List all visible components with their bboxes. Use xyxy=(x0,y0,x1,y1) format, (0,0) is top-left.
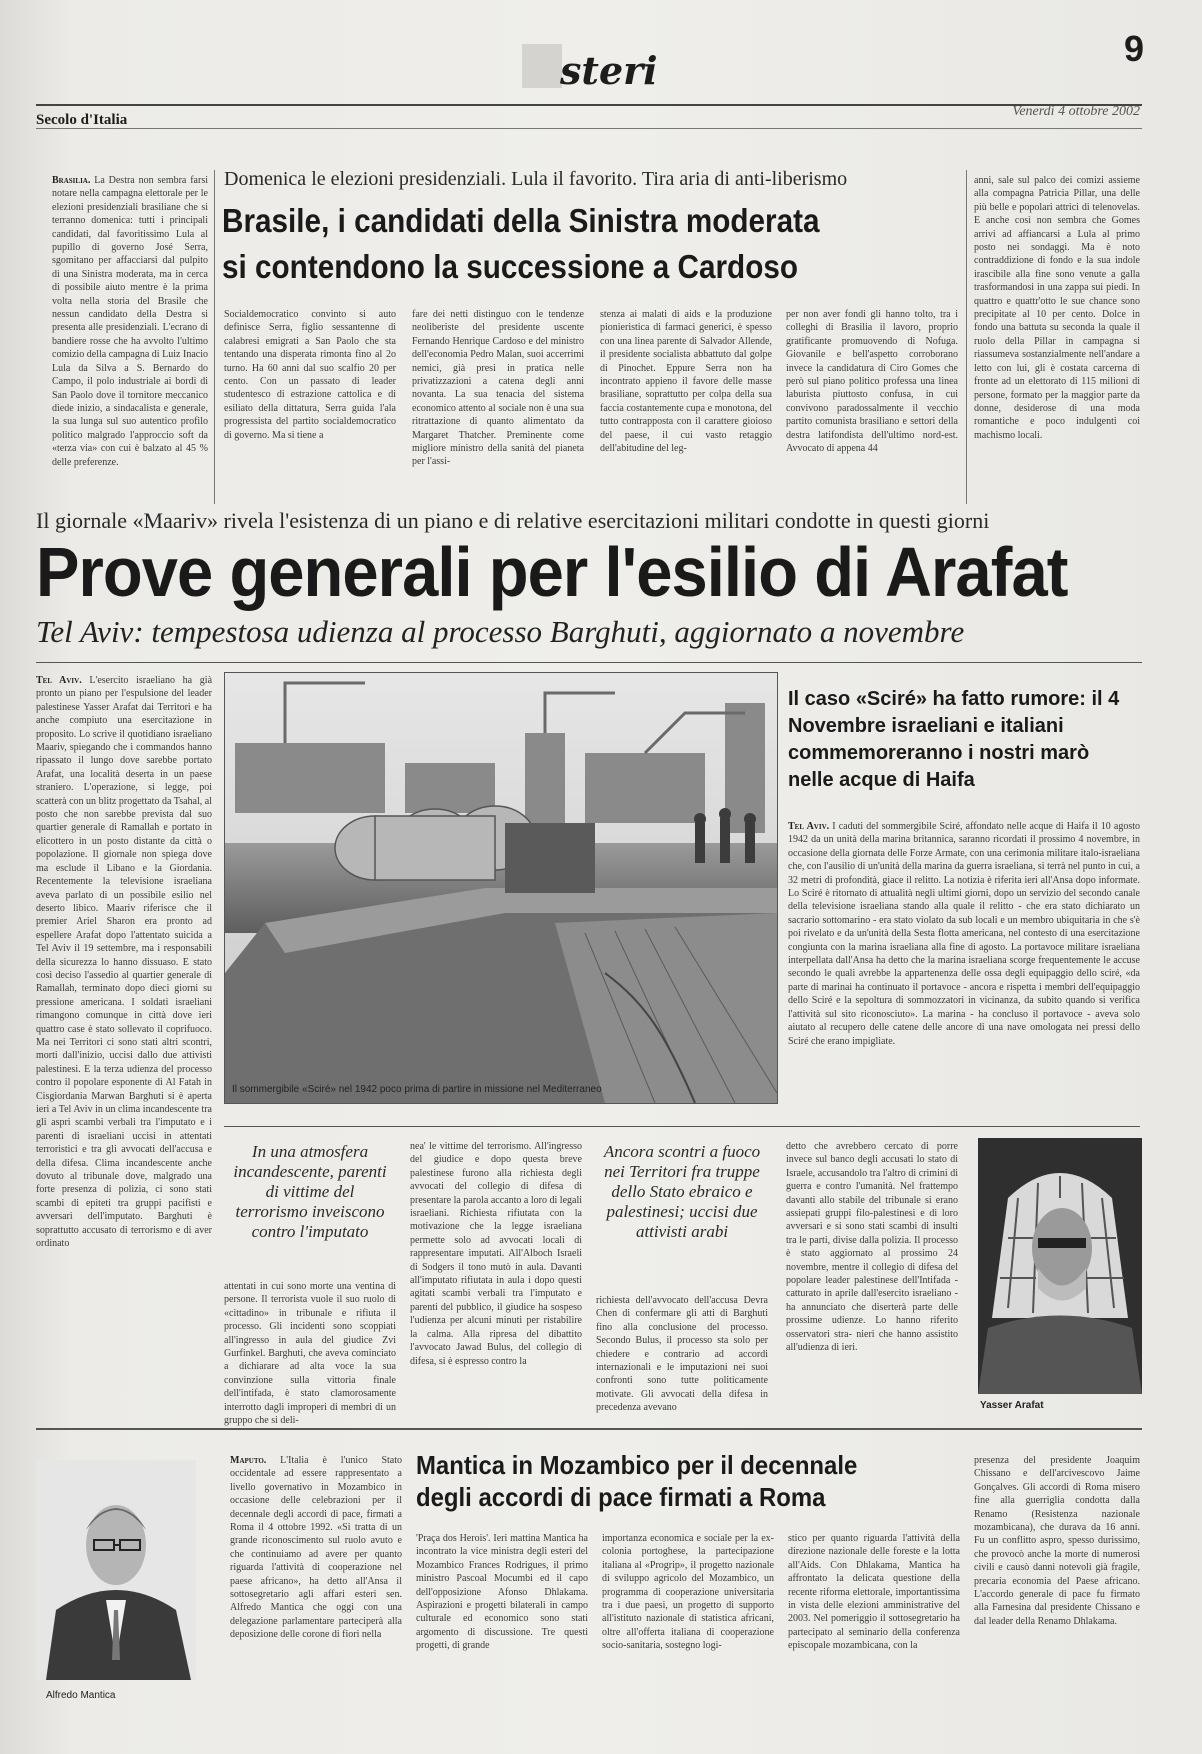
arafat-subheadline: Tel Aviv: tempestosa udienza al processo Barghuti, aggiornato a novembre xyxy=(36,614,965,649)
scire-dateline: Tel Aviv. xyxy=(788,821,830,832)
mozambico-column-2: 'Praça dos Herois'. Ieri mattina Mantica ha incontrato la vice ministra degli esteri del Mozambico Frances Rodrigues, il primo ministro Pascoal Mocumbi ed il capo dell'opposizione Afonso Dhlakama. Aspirazioni e progetti bilaterali in campo culturale ed economico sono stati argomento di discussione. Tre questi progetti, di grande xyxy=(416,1533,588,1652)
section-rule xyxy=(36,662,1142,663)
issue-date: Venerdì 4 ottobre 2002 xyxy=(1012,104,1140,119)
arafat-column-4: richiesta dell'avvocato dell'accusa Devra Chen di confermare gli atti di Barghuti fino alla conclusione del processo. Secondo Bulus, il processo sta solo per chiedere e contrario ad accordi internazionali e le imputazioni nei suoi confronti sono tutte politicamente motivate. Gli avvocati della difesa in precedenza avevano xyxy=(596,1295,768,1414)
brasile-kicker: Domenica le elezioni presidenziali. Lula il favorito. Tira aria di anti-liberismo xyxy=(224,168,848,190)
mozambico-headline-line1: Mantica in Mozambico per il decennale xyxy=(416,1450,858,1480)
section-initial-block xyxy=(522,44,562,88)
brasile-column-2: Socialdemocratico convinto si auto definisce Serra, figlio sessantenne di calabresi emigrati a San Paolo che sta tentando una disperata rimonta fino al 2o turno. Ha 60 anni dal suo scalfio 20 per cento. Con un passato di leader studentesco di estrazione cattolica e di esiliato della dittatura, Serra guida l'ala progressista del partito socialdemocratico di governo. Ma si tiene a xyxy=(224,309,396,441)
arafat-column-2: attentati in cui sono morte una ventina di persone. Il terrorista vuole il suo ruolo di «cittadino» in tribunale e rifiuta il processo. Gli incidenti sono scoppiati all'ingresso in aula del giudice Zvi Gurfinkel. Barghuti, che aveva cominciato a dichiarare ad alta voce la sua convinzione sulla vittoria finale dell'intifada, è stato clamorosamente interrotto dagli improperi di membri di un gruppo che si deli- xyxy=(224,1281,396,1427)
mozambico-headline xyxy=(416,1449,857,1513)
column-divider xyxy=(966,170,967,504)
brasile-lead: La Destra non sembra farsi notare nella campagna elettorale per le elezioni presidenziali brasiliane che si terranno domenica: tutti i principali candidati, dal favoritissimo Lula al pupillo di governo José Serra, sgomitano per affacciarsi dal pulpito di una Sinistra moderata, ma in cerca di possibile aiuto mentre è la prima volta nella storia del Brasile che nessun candidato della Destra si presenta alle presidenziali. L'ecrano di bandiere rosse che ha avvolto l'ultimo comizio della campagna di Luiz Inacio Lula da Silva a S. Bernardo do Campo, il polo industriale ai bordi di San Paolo dove il tornitore meccanico diede inizio, a sindacalista e generale, la sua lunga sul suo autentico profilo politico malgrado l'approccio soft da «terza via» con cui è balzato al 45 % delle preferenze. xyxy=(52,175,209,468)
brasile-column-5: per non aver fondi gli hanno tolto, tra i colleghi di Brasilia il lavoro, proprio gratificante promuovendo di Nofuga. Giovanile e bell'aspetto corroborano invece la candidatura di Ciro Gomes che però sul piano politico professa una linea laburista piuttosto confusa, in cui convivono paradossalmente il vecchio partito comunista brasiliano e settori della destra latifondista dell'ultimo nord-est. Avvocato di appena 44 xyxy=(786,309,958,455)
mantica-photo xyxy=(36,1460,196,1680)
mozambico-column-1 xyxy=(230,1454,402,1710)
mantica-photo-caption: Alfredo Mantica xyxy=(46,1690,116,1701)
mozambico-dateline: Maputo. xyxy=(230,1455,267,1466)
mozambico-headline-line2: degli accordi di pace firmati a Roma xyxy=(416,1482,826,1512)
arafat-column-1-text: L'esercito israeliano ha già pronto un piano per l'espulsione del leader palestinese Yasser Arafat dai Territori e ha anche compiuto una esercitazione in proposito. Lo scrive il quotidiano israeliano Maariv, spiegando che i commandos hanno ripassato il lungo dove sarebbe portato Arafat, una località deserta in un paese straniero. L'operazione, si legge, poi scatterà con un blitz progettato da Tsahal, al posto che non sarebbe prevista dal suo quartier generale di Ramallah e portato in elicottero in un posto distante da città o popolazione. Il giornale non spiega dove ma esclude il Libano e la Giordania. Recentemente la televisione israeliana aveva parlato di un possibile esilio nel deserto libico. Maariv riferisce che il premier Ariel Sharon era pronto ad espellere Arafat dopo l'attentato suicida a Tel Aviv il 19 settembre, ma i responsabili della sicurezza lo hanno dissuaso. E stato così deciso l'assedio al quartier generale di Ramallah, terminato dopo dieci giorni su pressione americana. I soldati israeliani rimangono comunque in città dove ieri quattro case è stato sollevato il coprifuoco. Ma nei Territori ci sono stati altri scontri, morti dall'inizio, uccisi dallo due attivisti palestinesi. E la terza udienza del processo contro il popolare esponente di Al Fatah in Cisgiordania Marwan Barghuti si è aperta ieri a Tel Aviv in un clima incandescente tra gli aspri scambi verbali tra l'imputato e i parenti di israeliani uccisi in attentati terroristici e tra gli avvocati dell'accusa e della difesa. Clima incandescente anche dovuto al tribunale dove, malgrado una forte presenza di polizia, ci sono stati scambi di epiteti tra gruppi pacifisti e avversari dell'imputato. Barghuti è soprattutto accusato di terrorismo e di aver ordinato xyxy=(36,675,213,1250)
submarine-photo-drawing xyxy=(225,673,777,1103)
arafat-dateline: Tel Aviv. xyxy=(36,675,82,686)
mantica-portrait-drawing xyxy=(36,1460,196,1680)
column-divider xyxy=(214,170,215,504)
arafat-photo xyxy=(978,1138,1142,1394)
section-rule xyxy=(224,1126,1140,1127)
submarine-photo-caption: Il sommergibile «Sciré» nel 1942 poco prima di partire in missione nel Mediterraneo xyxy=(232,1084,602,1095)
scire-body-text: I caduti del sommergibile Sciré, affondato nelle acque di Haifa il 10 agosto 1942 da un unità della marina britannica, saranno ricordati il prossimo 4 novembre, in occasione della giornata delle Forze Armate, con una cerimonia militare italo-israeliana che, con l'ausilio di un'unità della marina da guerra israeliana, si terrà nel punto in cui, a 32 metri di profondità, giace il relitto. La notizia è riferita ieri all'Ansa dopo informate. Lo Sciré è ritornato di attualità negli ultimi giorni, dopo un servizio del secondo canale della televisione israeliana stando alla quale il relitto - che era stato dichiarato un sacrario sottomarino - era stato violato da sub locali e un membro ubiquitaria in che s'è poi rivelato e da un'unità della Sesta flotta americana, nel contesto di una esercitazione congiunta con la marina israeliana alla fine di agosto. La portavoce militare israeliana interpellata dall'Ansa ha detto che la marina israeliana scorge frequentemente le accuse secondo le quali avrebbe la appartenenza delle ossa degli equipaggio dello sciré, «da parte di marinai ha continuato il portavoce - ancora e rispetta i membri dell'equipaggio dello Sciré e la sepoltura di sommozzatori in vicinanza, da subito quando si verifica l'attività sul sito riconosciuto». La marina - ha concluso il portavoce - aveva solo aiutato al recupero delle catene delle ancore di una nave omologata nei pressi dello Sciré che erano impigliate. xyxy=(788,821,1141,1047)
arafat-column-5: detto che avrebbero cercato di porre invece sul banco degli accusati lo stato di Israele, accusandolo tra l'altro di crimini di guerra e contro l'umanità. Nel frattempo davanti allo stabile del tribunale si erano assiepati gruppi filo-palestinesi e di loro avversari e si sono stati scambi di insulti tra le parti, divise dalla polizia. Il processo è stato aggiornato al prossimo 24 novembre, mentre il collegio di difesa del popolare leader palestinese dell'Intifada - catturato in aprile dall'esercito israeliano - ha annunciato che diserterà parte delle prossime udienze. Lo hanno riferito osservatori stra- nieri che hanno assistito all'udienza di ieri. xyxy=(786,1141,958,1354)
mozambico-column-5: presenza del presidente Joaquim Chissano e dell'arcivescovo Jaime Gonçalves. Gli accordi di Roma misero fine alla guerriglia condotta dalla Renamo (Resistenza nazionale mozambicana), che durava da 16 anni. Fu un conflitto aspro, spesso durissimo, che provocò anche la morte di numerosi civili e causò danni notevoli già fragile, precaria economia del Paese africano. L'accordo generale di pace fu firmato alla Farnesina dal presidente Chissano e dal leader della Renamo Dhlakama. xyxy=(974,1455,1140,1627)
section-title: steri xyxy=(560,48,658,93)
masthead-rule-bottom xyxy=(36,128,1142,129)
page-number: 9 xyxy=(1123,28,1144,69)
arafat-portrait-drawing xyxy=(978,1138,1142,1394)
brasile-column-3: fare dei netti distinguo con le tendenze neoliberiste del presidente uscente Fernando Henrique Cardoso e del ministro dell'economia Pedro Malan, suoi accerrimi nemici, già presi in pratica nelle privatizzazioni a catena degli anni novanta. La sua tenacia del sistema economico attento al sociale non è una sua ritrattazione di quanto alimentato da Margaret Thatcher. Preminente come migliore ministro della sanità del pianeta per l'assi- xyxy=(412,309,584,468)
brasile-dateline: Brasilia. xyxy=(52,175,91,186)
mozambico-column-4: stico per quanto riguarda l'attività della direzione nazionale delle foreste e la lotta all'Aids. Con Dhlakama, Mantica ha affrontato la delicata questione della recente riforma elettorale, importantissima in vista delle elezioni amministrative del 2003. Nel pomeriggio il sottosegretario ha partecipato al seminario della conferenza episcopale mozambicana, con la xyxy=(788,1533,960,1652)
brasile-column-4: stenza ai malati di aids e la produzione pionieristica di farmaci generici, è spesso con una linea parente di Salvador Allende, il presidente socialista abbattuto dal golpe di Pinochet. Eppure Serra non ha incontrato appieno il favore delle masse brasiliane, soprattutto per colpa della sua faccia costantemente cupa e monotona, del tutto contrapposta con il carattere gioioso del paese, il cui vasto retaggio dell'abitudine del leg- xyxy=(600,309,772,455)
section-rule xyxy=(36,1428,1142,1430)
arafat-pull-quote-2: Ancora scontri a fuoco nei Territori fra truppe dello Stato ebraico e palestinesi; uccisi due attivisti arabi xyxy=(603,1142,761,1241)
mozambico-column-3: importanza economica e sociale per la ex-colonia portoghese, la partecipazione italiana al «Progrip», il progetto nazionale di sviluppo agricolo del Mozambico, un programma di cooperazione universitaria tra i due paesi, un progetto di supporto all'istituto nazionale di statistica africani, oltre all'offerta italiana di cooperazione socio-sanitaria, sostegno logi- xyxy=(602,1533,774,1652)
mozambico-column-1-text: L'Italia è l'unico Stato occidentale ad essere rappresentato a livello governativo in Mozambico in occasione delle celebrazioni per il decennale degli accordi di pace, firmati a Roma il 4 ottobre 1992. «Si tratta di un grande riconoscimento sul ruolo avuto e che continuiamo ad avere per quanto riguarda l'attività di cooperazione nel paese africano», ha detto all'Ansa il sottosegretario agli affari esteri sen. Alfredo Mantica che oggi con una delegazione parlamentare parteciperà alla deposizione delle corone di fiori nella xyxy=(230,1455,402,1641)
brasile-headline-line1: Brasile, i candidati della Sinistra moderata xyxy=(222,202,820,239)
arafat-photo-caption: Yasser Arafat xyxy=(980,1400,1044,1411)
scire-article-body xyxy=(788,820,1140,1102)
arafat-column-1 xyxy=(36,674,212,1414)
arafat-pull-quote-1: In una atmosfera incandescente, parenti di vittime del terrorismo inveiscono contro l'imputato xyxy=(233,1142,387,1241)
brasile-headline-line2: si contendono la successione a Cardoso xyxy=(222,248,799,285)
arafat-kicker: Il giornale «Maariv» rivela l'esistenza di un piano e di relative esercitazioni militari condotte in questi giorni xyxy=(36,508,990,533)
scire-headline: Il caso «Sciré» ha fatto rumore: il 4 Novembre israeliani e italiani commemoreranno i nostri marò nelle acque di Haifa xyxy=(788,688,1120,791)
newspaper-name: Secolo d'Italia xyxy=(36,112,128,128)
arafat-column-3: nea' le vittime del terrorismo. All'ingresso del giudice e dopo questa breve palestinese furono alla richiesta degli avvocati del collegio di difesa di presentare la parola accanto a loro di legali israeliani. Richiesta rifiutata con la motivazione che la legge israeliana permette solo ad avvocati locali di rappresentare imputati. All'Alboch Israeli di Sodgers il tono mutò in aula. Davanti all'imputato rifiutata in aula i dopo questi agitati scambi verbali tra l'imputato e parenti del pubblico, il giudice ha sospeso l'udienza per alcuni minuti per ristabilire la calma. Alla ripresa del dibattito l'avvocato Jawad Bulus, del collegio di difesa, si è espresso contro la xyxy=(410,1141,582,1367)
brasile-column-1 xyxy=(52,174,208,504)
arafat-headline: Prove generali per l'esilio di Arafat xyxy=(36,533,1068,611)
brasile-headline xyxy=(222,198,820,290)
submarine-photo xyxy=(224,672,778,1104)
masthead-rule xyxy=(36,104,1142,106)
brasile-column-6: anni, sale sul palco dei comizi assieme alla compagna Patricia Pillar, una delle più belle e popolari attrici di telenovelas. E anche così non sembra che Gomes arrivi ad affiancarsi a Lula al primo posto nei sondaggi. Ma è noto contraddizione di fondo e la sua indole irascibile alla fine sono venute a galla trasformandosi in una zappa sui piedi. In quattro e quattr'otto le sue chance sono precipitate al 10 per cento. Dolce in fondo una battuta su seconda la quale il ruolo della Pillar in campagna si riassumeva sostanzialmente nell'andare a letto con lui, gli è costata carcerna di fronte ad un elettorato di 115 milioni di persone, formato per la maggior parte da donne, desiderose di una moda romantiche e poco indulgenti coi machismo locali. xyxy=(974,175,1140,441)
